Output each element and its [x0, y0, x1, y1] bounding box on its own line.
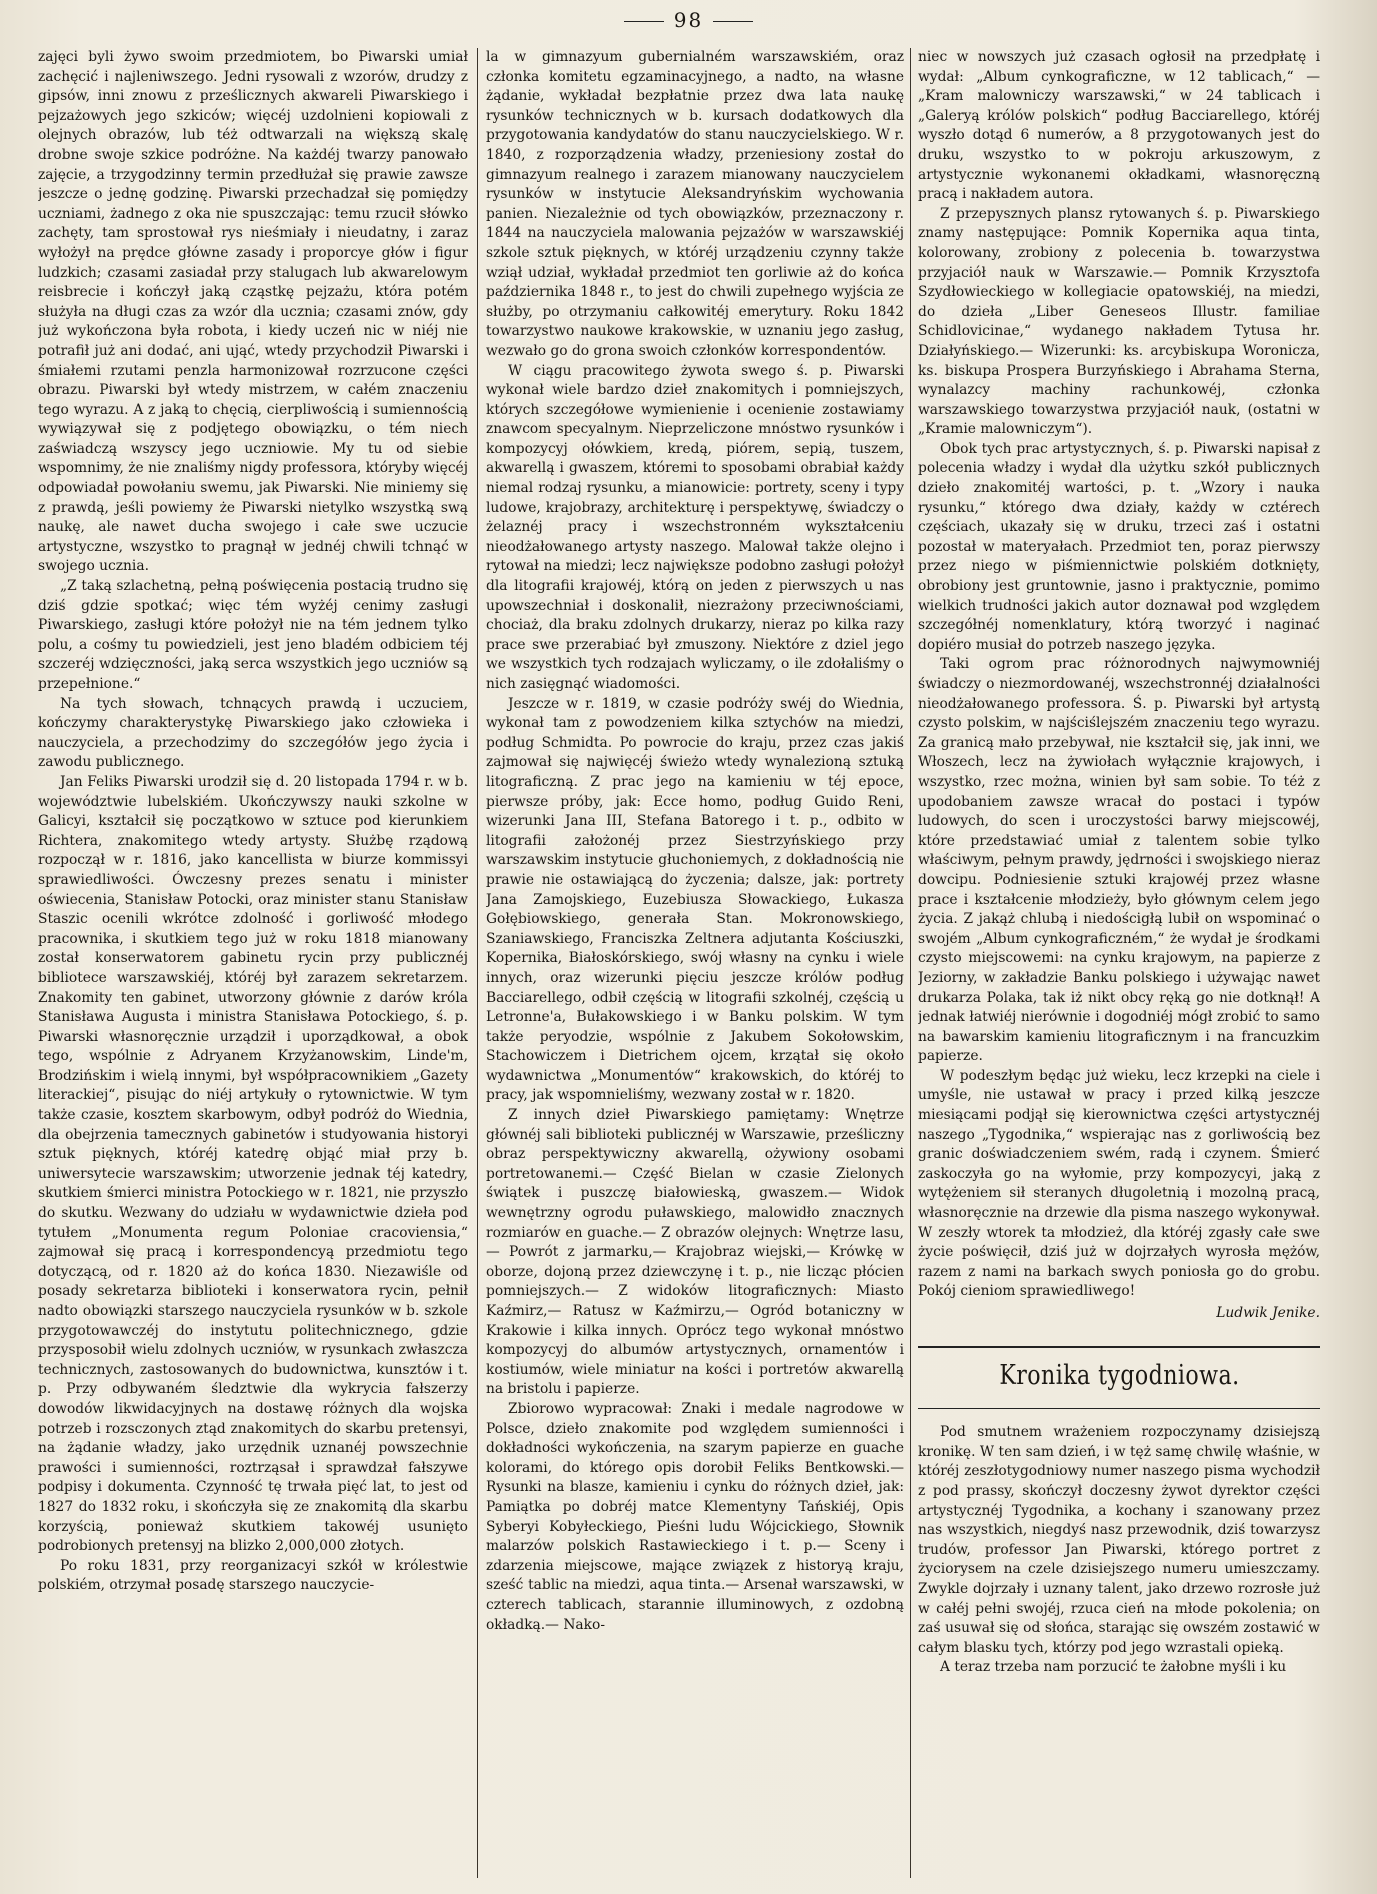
paragraph: „Z taką szlachetną, pełną poświęcenia postacią trudno się dziś gdzie spotkać; więc tém wyżéj cenimy zasługi Piwarskiego, zasługi które położył nie na tém jednem tylko polu, a cośmy tu powiedzieli, jest jeno bladém odbiciem téj szczeréj wdzięczności, jaką serca wszystkich jego uczniów są przepełnione.“	[38, 578, 468, 692]
paragraph: Obok tych prac artystycznych, ś. p. Piwarski napisał z polecenia władzy i wydał dla użytku szkół publicznych dzieło znakomitéj wartości, p. t. „Wzory i nauka rysunku,“ którego dwa działy, każdy w cztérech częściach, ukazały się w druku, trzeci zaś i ostatni pozostał w materyałach. Przedmiot ten, poraz pierwszy przez niego w piśmiennictwie polskiém dotknięty, obrobiony jest gruntownie, jasno i praktycznie, pomimo wielkich trudności jakich autor doznawał pod względem szczegółnéj nomenklatury, którą tworzyć i naginać dopiéro musiał do potrzeb naszego języka.	[918, 440, 1320, 653]
paragraph: la w gimnazyum gubernialném warszawskiém, oraz członka komitetu egzaminacyjnego, a nadto, na własne żądanie, wykładał bezpłatnie przez dwa lata naukę rysunków technicznych w b. kursach dodatkowych dla przygotowania kandydatów do stanu nauczycielskiego. W r. 1840, z rozporządzenia władzy, przeniesiony został do gimnazyum realnego i zarazem mianowany nauczycielem rysunków w instytucie Aleksandryńskim wychowania panien. Niezależnie od tych obowiązków, przeznaczony r. 1844 na nauczyciela malowania pejzażów w warszawskiéj szkole sztuk pięknych, w któréj urządzeniu czynny także wziął udział, wykładał przedmiot ten gorliwie aż do końca października 1848 r., to jest do chwili zupełnego wyjścia ze służby, po otrzymaniu całkowitéj emerytury. Roku 1842 towarzystwo naukowe krakowskie, w uznaniu jego zasług, wezwało go do grona swoich członków korrespondentów.	[486, 49, 904, 359]
paragraph: Z przepysznych plansz rytowanych ś. p. Piwarskiego znamy następujące: Pomnik Kopernika aqua tinta, kolorowany, zrobiony z polecenia b. towarzystwa przyjaciół nauk w Warszawie.— Pomnik Krzysztofa Szydłowieckiego w kollegiacie opatowskiéj, na miedzi, do dzieła „Liber Geneseos Illustr. familiae Schidlovicinae,“ wydanego nakładem Tytusa hr. Działyńskiego.— Wizerunki: ks. arcybiskupa Woronicza, ks. biskupa Prospera Burzyńskiego i Abrahama Sterna, wynalazcy machiny rachunkowéj, członka warszawskiego towarzystwa przyjaciół nauk, (ostatni w „Kramie malowniczym“).	[918, 205, 1320, 438]
paragraph: A teraz trzeba nam porzucić te żałobne myśli i ku	[940, 1659, 1287, 1676]
column-divider-1	[477, 48, 478, 1878]
paragraph: W podeszłym będąc już wieku, lecz krzepki na ciele i umyśle, nie ustawał w pracy i przed kilką jeszcze miesiącami podjął się kierownictwa części artystycznéj naszego „Tygodnika,“ wspierając nas z gorliwością bez granic doświadczeniem swém, radą i czynem. Śmierć zaskoczyła go na wyłomie, przy kompozycyi, jaką z wytężeniem sił steranych długoletnią i mozolną pracą, własnoręcznie na drzewie dla pisma naszego wykonywał. W zeszły wtorek ta młodzież, dla któréj zgasły całe swe życie poświęcił, dziś już w dojrzałych wyrosła mężów, razem z nami na barkach swych poniosła go do grobu. Pokój cieniom sprawiedliwego!	[918, 1067, 1320, 1300]
adjacent-page-edge	[1330, 40, 1377, 1890]
text-column-1	[38, 48, 468, 1888]
paragraph: Z innych dzieł Piwarskiego pamiętamy: Wnętrze głównéj sali biblioteki publicznéj w Warszawie, prześliczny obraz perspektywiczny akwarellą, ożywiony osobami portretowanemi.— Część Bielan w czasie Zielonych świątek i puszczę białowieską, gwaszem.— Widok wewnętrzny ogrodu puławskiego, malowidło znacznych rozmiarów en guache.— Z obrazów olejnych: Wnętrze lasu,— Powrót z jarmarku,— Krajobraz wiejski,— Krówkę w oborze, dojoną przez dziewczynę i t. p., nie licząc płócien pomniejszych.— Z widoków litograficznych: Miasto Kaźmirz,— Ratusz w Kaźmirzu,— Ogród botaniczny w Krakowie i kilka innych. Oprócz tego wykonał mnóstwo kompozycyj do albumów artystycznych, ornamentów i kostiumów, wiele miniatur na kości i portretów akwarellą na bristolu i papierze.	[486, 1107, 904, 1398]
paragraph: Jan Feliks Piwarski urodził się d. 20 listopada 1794 r. w b. województwie lubelskiém. Ukończywszy nauki szkolne w Galicyi, kształcił się początkowo w sztuce pod kierunkiem Richtera, znakomitego wtedy artysty. Służbę rządową rozpoczął w r. 1816, jako kancellista w biurze kommissyi sprawiedliwości. Ówczesny prezes senatu i minister oświecenia, Stanisław Potocki, oraz minister stanu Stanisław Staszic ocenili wkrótce zdolność i gorliwość młodego pracownika, i skutkiem tego już w roku 1818 mianowany został konserwatorem gabinetu rycin przy publicznéj bibliotece warszawskiéj, któréj był zarazem sekretarzem. Znakomity ten gabinet, utworzony głównie z darów króla Stanisława Augusta i ministra Stanisława Potockiego, ś. p. Piwarski własnoręcznie urządził i uporządkował, a obok tego, wspólnie z Adryanem Krzyżanowskim, Linde'm, Brodzińskim i wielą innymi, był współpracownikiem „Gazety literackiej“, pisując do niéj artykuły o rytownictwie. W tym także czasie, kosztem skarbowym, odbył podróż do Wiednia, dla obejrzenia tamecznych gabinetów i studyowania historyi sztuk pięknych, któréj katedrę objąć miał przy b. uniwersytecie warszawskim; utworzenie jednak téj katedry, skutkiem śmierci ministra Potockiego w r. 1821, nie przyszło do skutku. Wezwany do udziału w wydawnictwie dzieła pod tytułem „Monumenta regum Poloniae cracoviensia,“ zajmował się pracą i korrespondencyą przedmiotu tego dotyczącą, od r. 1820 aż do końca 1830. Niezawiśle od posady sekretarza biblioteki i konserwatora rycin, pełnił nadto obowiązki starszego nauczyciela rysunków w b. szkole przygotowawczéj do instytutu politechnicznego, gdzie przysposobił wielu zdolnych uczniów, w rysunkach zwłaszcza technicznych, zastosowanych do budownictwa, kunsztów i t. p. Przy odbywaném śledztwie dla wykrycia fałszerzy dowodów likwidacyjnych na dostawę różnych dla wojska potrzeb i rozsczonych ztąd znakomitych do skarbu pretensyi, na żądanie władzy, jako urzędnik uznanéj powszechnie prawości i sumienności, roztrząsał i sprawdzał fałszywe podpisy i dokumenta. Czynność tę trwała pięć lat, to jest od 1827 do 1832 roku, i skończyła się ze znakomitą dla skarbu korzyścią, ponieważ skutkiem takowéj usunięto podrobionych pretensyj na blizko 2,000,000 złotych.	[38, 773, 468, 1555]
page-number	[0, 8, 1377, 32]
section-header	[918, 1346, 1320, 1410]
section-title: Kronika tygodniowa.	[998, 1359, 1240, 1391]
page-number-text: 98	[673, 8, 704, 32]
paragraph: Taki ogrom prac różnorodnych najwymowniéj świadczy o niezmordowanéj, wszechstronnéj działalności nieodżałowanego professora. Ś. p. Piwarski był artystą czysto polskim, w najściślejszém znaczeniu tego wyrazu. Za granicą mało przebywał, nie kształcił się, jak inni, we Włoszech, lecz na żywiołach wyłącznie krajowych, i wszystko, rzec można, winien był sam sobie. To téż z upodobaniem zawsze wracał do postaci i typów ludowych, do scen i uroczystości barwy miejscowéj, które przedstawiać umiał z talentem sobie tylko właściwym, pełnym prawdy, jędrności i swojskiego nieraz dowcipu. Podniesienie sztuki krajowéj przez własne prace i kształcenie młodzieży, było głównym celem jego życia. Z jakąż chlubą i niedościgłą lubił on wspominać o swojém „Album cynkograficzném,“ że wydał je środkami czysto miejscowemi: na cynku krajowym, na papierze z Jeziorny, w zakładzie Banku polskiego i używając nawet drukarza Polaka, tak iż nikt obcy ręką go nie dotknął! A jednak łatwiéj nierównie i dogodniéj mógł zrobić to samo na bawarskim kamieniu litograficznym i na francuzkim papierze.	[918, 656, 1320, 1065]
text-column-3	[918, 48, 1320, 1888]
paragraph: zajęci byli żywo swoim przedmiotem, bo Piwarski umiał zachęcić i najleniwszego. Jedni rysowali z wzorów, drudzy z gipsów, inni znowu z prześlicznych akwareli Piwarskiego i pejzażowych jego szkiców; więcéj uzdolnieni kopiowali z olejnych obrazów, lub téż odtwarzali na większą skalę drobne swoje szkice podróżne. Na każdéj twarzy panowało zajęcie, a trzygodzinny termin przedłużał się prawie zawsze jeszcze o jednę godzinę. Piwarski przechadzał się pomiędzy uczniami, żadnego z oka nie spuszczając: temu rzucił słówko zachęty, tam sprostował rys nieśmiały i nieudatny, i zaraz wyłożył na prędce główne zasady i proporcye głów i figur ludzkich; czasami zasiadał przy stalugach lub akwarelowym reisbrecie i kończył jaką cząstkę pejzażu, która potém służyła na długi czas za wzór dla ucznia; czasami znów, gdy już wykończona była robota, i kiedy uczeń nic w niéj nie potrafił już ani dodać, ani ująć, wtedy przychodził Piwarski i śmiałemi rzutami penzla harmonizował rozrzucone części obrazu. Piwarski był wtedy mistrzem, w całém znaczeniu tego wyrazu. A z jaką to chęcią, cierpliwością i sumiennością wywiązywał się z podjętego obowiązku, o tém niech zaświadczą wszyscy jego uczniowie. My tu od siebie wspomnimy, że nie znaliśmy nigdy professora, któryby więcéj odpowiadał powołaniu swemu, jak Piwarski. Nie miniemy się z prawdą, jeśli powiemy że Piwarski nietylko wszystką swą naukę, ale nawet ducha swojego i całe swe uczucie artystyczne, wszystko to pragnął w jednéj chwili tchnąć w swojego ucznia.	[38, 49, 468, 575]
paragraph: Na tych słowach, tchnących prawdą i uczuciem, kończymy charakterystykę Piwarskiego jako człowieka i nauczyciela, a przechodzimy do szczegółów jego życia i zawodu publicznego.	[38, 695, 468, 771]
paragraph: Pod smutnem wrażeniem rozpoczynamy dzisiejszą kronikę. W ten sam dzień, i w tęż samę chwilę właśnie, w któréj zeszłotygodniowy numer naszego pisma wychodził z pod prassy, skończył doczesny żywot dyrektor części artystycznéj Tygodnika, a kochany i szanowany przez nas wszystkich, niegdyś nasz przewodnik, dziś towarzysz trudów, professor Jan Piwarski, którego portret z życiorysem na czele dzisiejszego numeru umieszczamy. Zwykle dojrzały i uznany talent, jako drzewo rozrosłe już w całéj pełni swojéj, rzuca cień na młode pokolenia; on zaś usuwał się od słońca, starając się owszém zostawić w całym blasku tych, którzy pod jego wzrastali opieką.	[918, 1424, 1320, 1656]
article-signature	[918, 1304, 1320, 1324]
page-number-rule-left	[624, 21, 664, 22]
paragraph: Jeszcze w r. 1819, w czasie podróży swéj do Wiednia, wykonał tam z powodzeniem kilka sztychów na miedzi, podług Schmidta. Po powrocie do kraju, przez czas jakiś zajmował się najwięcéj świeżo wtedy wynalezioną sztuką litograficzną. Z prac jego na kamieniu w téj epoce, pierwsze próby, jak: Ecce homo, podług Guido Reni, wizerunki Jana III, Stefana Batorego i t. p., odbito w litografii założonéj przez Siestrzyńskiego przy warszawskim instytucie głuchoniemych, z dokładnością nie prawie nie ostawiającą do życzenia; dalsze, jak: portrety Jana Zamojskiego, Euzebiusza Słowackiego, Łukasza Gołębiowskiego, generała Stan. Mokronowskiego, Szaniawskiego, Franciszka Zeltnera adjutanta Kościuszki, Kopernika, Białoskórskiego, swój własny na cynku i wiele innych, oraz wizerunki pięciu jeszcze królów podług Bacciarellego, odbił częścią w litografii szkolnéj, częścią u Letronne'a, Bułakowskiego i w Banku polskim. W tym także peryodzie, wspólnie z Jakubem Sokołowskim, Stachowiczem i Dietrichem ojcem, krzątał się około wydawnictwa „Monumentów“ krakowskich, do któréj to pracy, jak wspomnieliśmy, wezwany został w r. 1820.	[486, 695, 904, 1104]
column-divider-2	[910, 48, 911, 1878]
paragraph: W ciągu pracowitego żywota swego ś. p. Piwarski wykonał wiele bardzo dzieł znakomitych i pomniejszych, których szczegółowe wymienienie i ocenienie zostawiamy znawcom specyalnym. Nieprzeliczone mnóstwo rysunków i kompozycyj ołówkiem, kredą, piórem, sepią, tuszem, akwarellą i gwaszem, któremi to sposobami obrabiał każdy niemal rodzaj rysunku, a mianowicie: portrety, sceny i typy ludowe, krajobrazy, architekturę i perspektywę, świadczy o żelaznéj pracy i wszechstronném wykształceniu nieodżałowanego artysty naszego. Malował także olejno i rytował na miedzi; lecz największe podobno zasługi położył dla litografii krajowéj, którą on jeden z pierwszych u nas upowszechniał i doskonalił, niezrażony przeciwnościami, chociaż, dla braku zdolnych drukarzy, nieraz po kilka razy prace swe przerabiać był zmuszony. Niektóre z dziel jego we wszystkich tych rodzajach wyliczamy, o ile zdołaliśmy o nich zasięgnąć wiadomości.	[486, 362, 904, 692]
paragraph: niec w nowszych już czasach ogłosił na przedpłatę i wydał: „Album cynkograficzne, w 12 tablicach,“ — „Kram malowniczy warszawski,“ w 24 tablicach i „Galeryą królów polskich“ podług Bacciarellego, któréj wyszło dotąd 6 numerów, a 8 przygotowanych jest do druku, wszystko to w pokroju arkuszowym, z artystycznie wykonanemi okładkami, własnoręczną pracą i nakładem autora.	[918, 49, 1320, 203]
text-column-2	[486, 48, 904, 1888]
paragraph: Zbiorowo wypracował: Znaki i medale nagrodowe w Polsce, dzieło znakomite pod względem sumienności i dokładności wykończenia, na szarym papierze en guache kolorami, do którego opis dorobił Feliks Bentkowski.— Rysunki na blasze, kamieniu i cynku do różnych dzieł, jak: Pamiątka po dobréj matce Klementyny Tańskiéj, Opis Syberyi Kobyłeckiego, Pieśni ludu Wójcickiego, Słownik malarzów polskich Rastawieckiego i t. p.— Sceny i zdarzenia miejscowe, mające związek z historyą kraju, sześć tablic na miedzi, aqua tinta.— Arsenał warszawski, w czterech tablicach, starannie illuminowych, z ozdobną okładką.— Nako-	[486, 1400, 904, 1633]
author-signature: Ludwik Jenike.	[1216, 1305, 1320, 1321]
paragraph: Po roku 1831, przy reorganizacyi szkół w królestwie polskiém, otrzymał posadę starszego nauczycie-	[38, 1557, 468, 1594]
page-number-rule-right	[713, 21, 753, 22]
